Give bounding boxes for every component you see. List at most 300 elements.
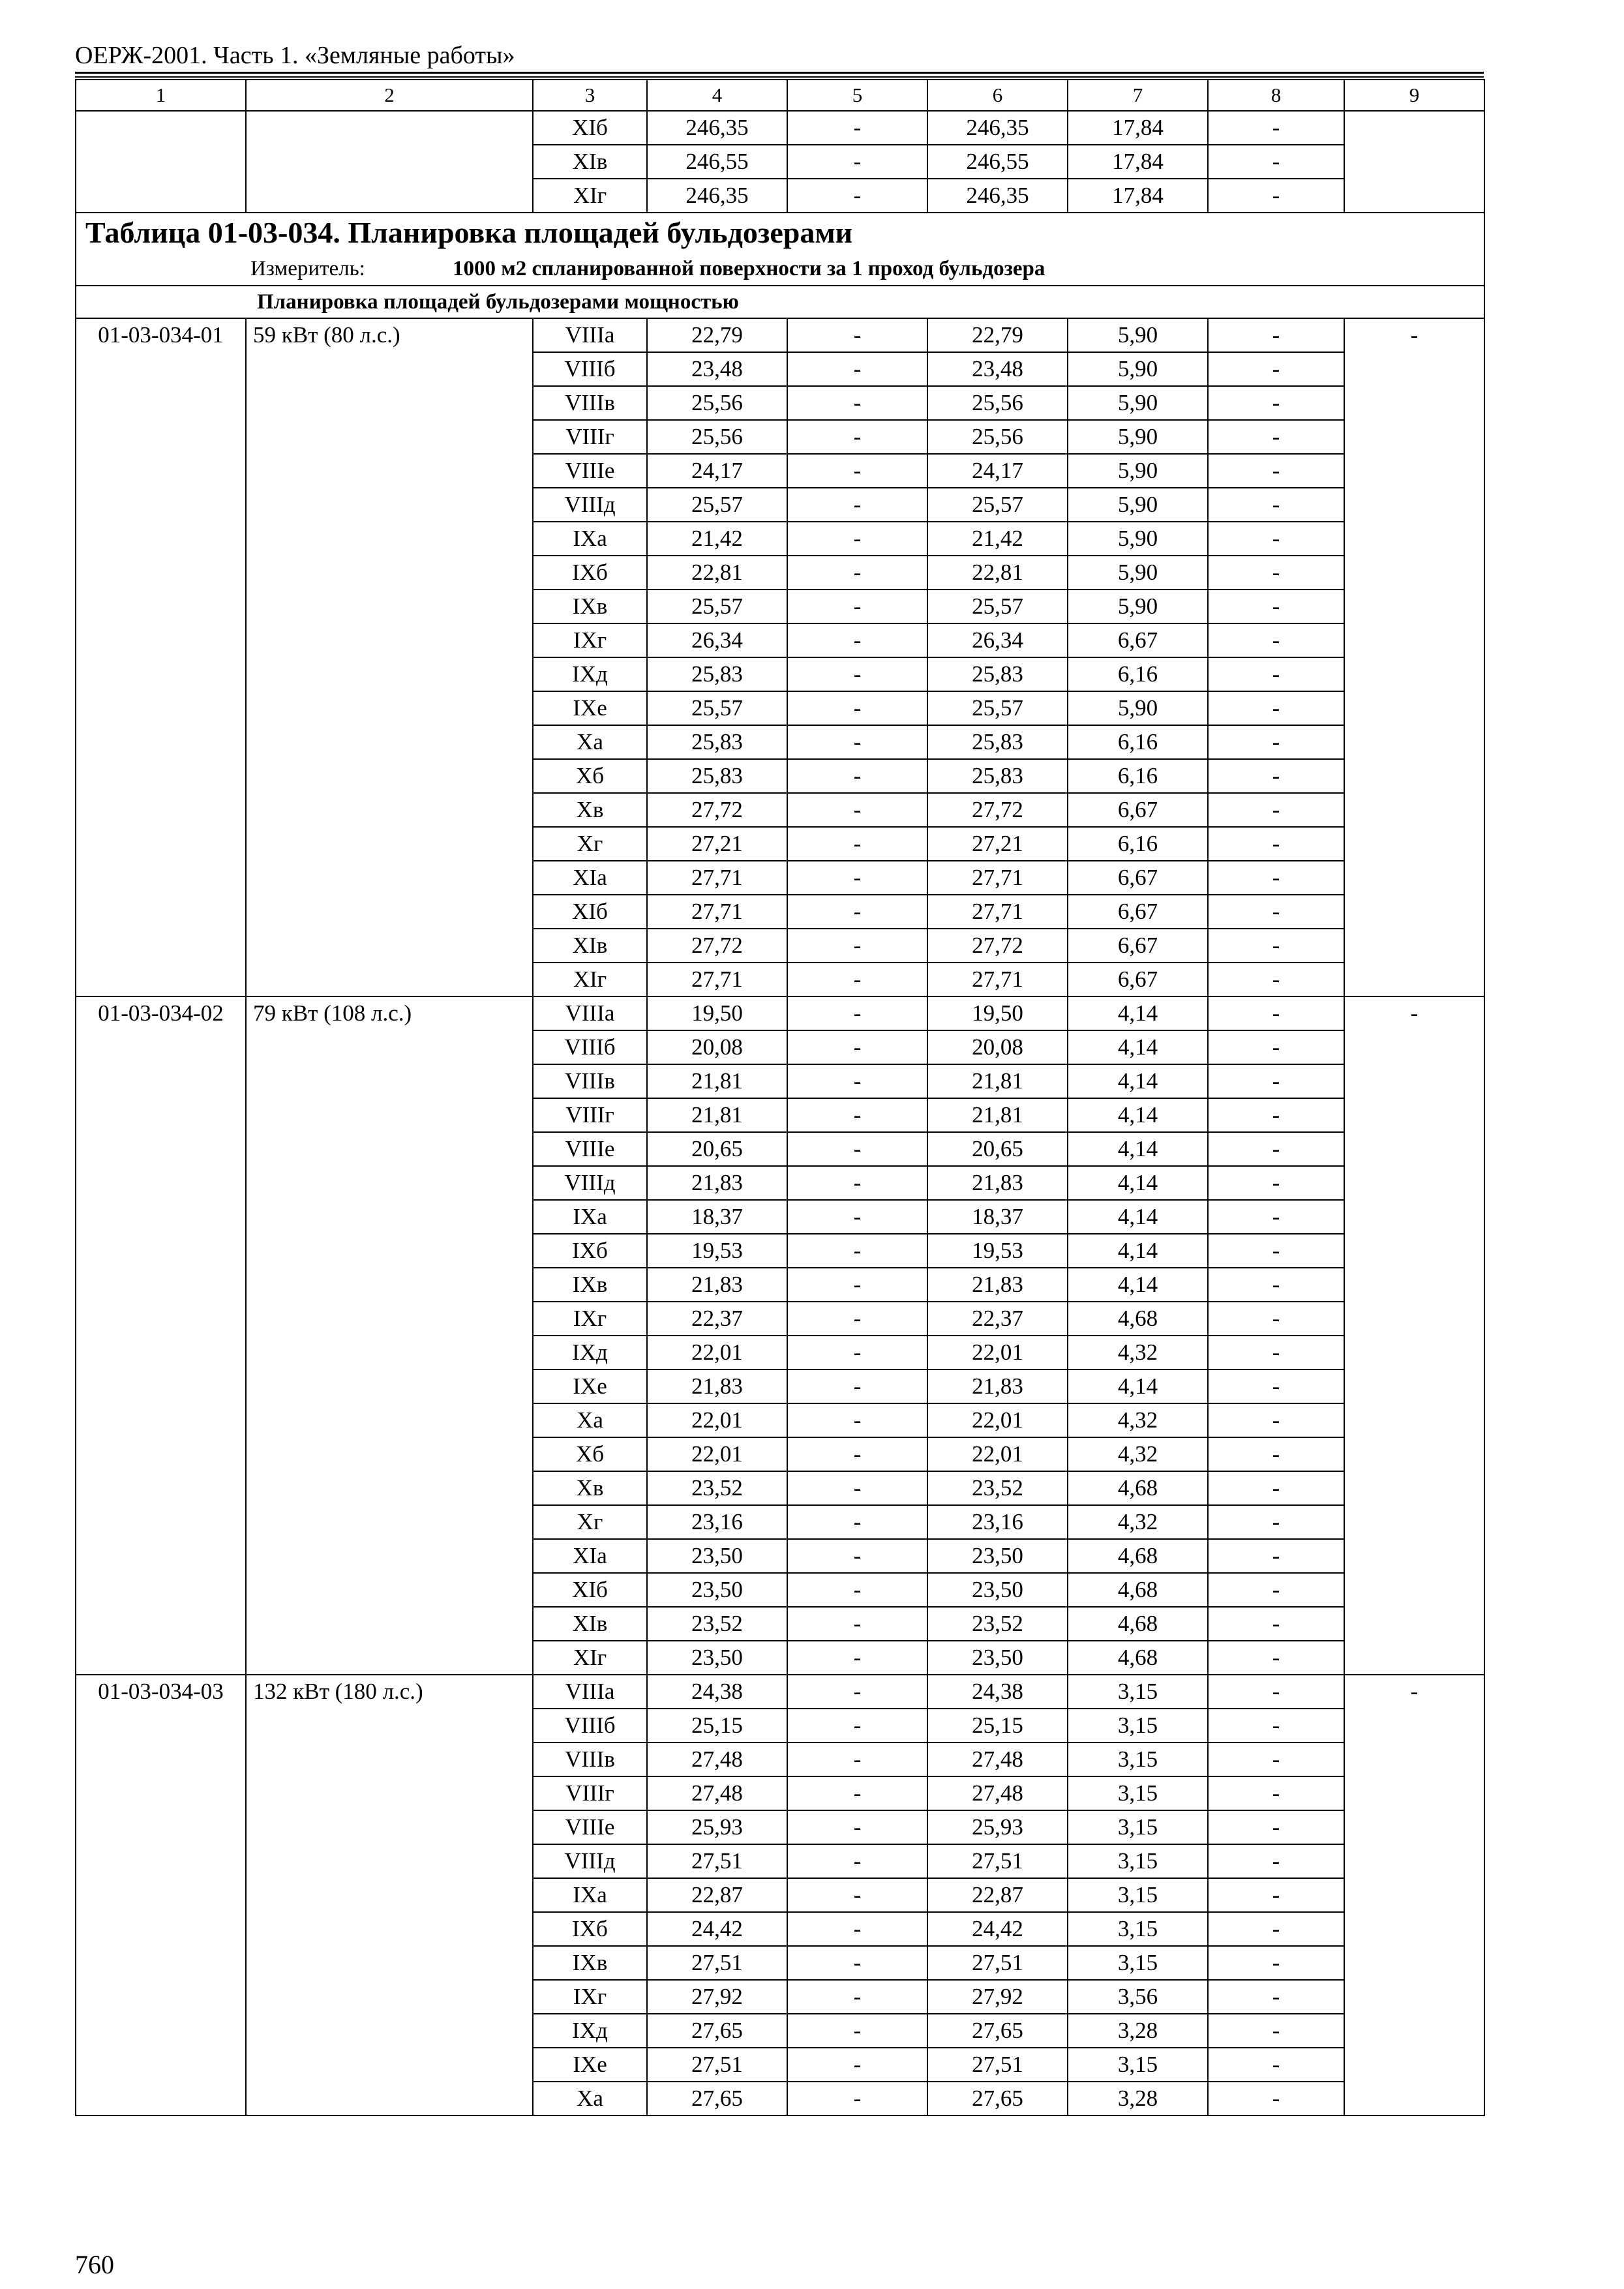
value-cell-col6: 18,37 [927,1200,1068,1234]
value-cell-col7: 4,68 [1068,1471,1208,1505]
value-cell-col5: - [787,590,927,623]
column-number-cell: 1 [76,80,246,111]
value-cell-col6: 22,87 [927,1878,1068,1912]
value-cell-col8: - [1208,963,1344,996]
value-cell-col8: - [1208,111,1344,145]
value-cell-col7: 3,15 [1068,1912,1208,1946]
value-cell-col5: - [787,1810,927,1844]
value-cell-col8: - [1208,1878,1344,1912]
value-cell-col7: 4,14 [1068,1369,1208,1403]
value-cell-col6: 19,53 [927,1234,1068,1268]
value-cell-col4: 27,48 [647,1776,787,1810]
value-cell-col4: 22,01 [647,1437,787,1471]
value-cell-col5: - [787,861,927,895]
value-cell-col7: 17,84 [1068,111,1208,145]
value-cell-col4: 21,42 [647,522,787,556]
value-cell-col5: - [787,1336,927,1369]
soil-category-cell: Xг [533,827,647,861]
value-cell-col6: 27,71 [927,861,1068,895]
value-cell-col8: - [1208,1505,1344,1539]
col9-cell [1344,111,1484,213]
value-cell-col7: 6,67 [1068,929,1208,963]
value-cell-col8: - [1208,1403,1344,1437]
value-cell-col7: 5,90 [1068,556,1208,590]
value-cell-col8: - [1208,1912,1344,1946]
soil-category-cell: VIIIа [533,318,647,352]
value-cell-col5: - [787,1878,927,1912]
value-cell-col8: - [1208,1539,1344,1573]
value-cell-col8: - [1208,657,1344,691]
value-cell-col8: - [1208,352,1344,386]
value-cell-col8: - [1208,318,1344,352]
value-cell-col7: 5,90 [1068,386,1208,420]
value-cell-col8: - [1208,454,1344,488]
soil-category-cell: XIг [533,963,647,996]
value-cell-col4: 25,93 [647,1810,787,1844]
value-cell-col5: - [787,1675,927,1709]
value-cell-col8: - [1208,590,1344,623]
value-cell-col5: - [787,1369,927,1403]
soil-category-cell: IXа [533,522,647,556]
value-cell-col7: 4,32 [1068,1336,1208,1369]
subheading-row [76,286,1484,318]
value-cell-col4: 25,83 [647,759,787,793]
subheading: Планировка площадей бульдозерами мощностью [76,286,1484,318]
value-cell-col7: 6,16 [1068,759,1208,793]
value-cell-col6: 23,16 [927,1505,1068,1539]
value-cell-col7: 4,14 [1068,1098,1208,1132]
value-cell-col4: 22,79 [647,318,787,352]
soil-category-cell: VIIIв [533,386,647,420]
value-cell-col6: 19,50 [927,996,1068,1030]
value-cell-col6: 25,15 [927,1709,1068,1743]
soil-category-cell: VIIIб [533,1030,647,1064]
value-cell-col4: 22,81 [647,556,787,590]
soil-category-cell: Xа [533,2082,647,2116]
value-cell-col8: - [1208,929,1344,963]
soil-category-cell: VIIIд [533,1166,647,1200]
value-cell-col6: 27,92 [927,1980,1068,2014]
value-cell-col8: - [1208,793,1344,827]
value-cell-col7: 4,32 [1068,1437,1208,1471]
value-cell-col4: 24,17 [647,454,787,488]
value-cell-col7: 5,90 [1068,522,1208,556]
value-cell-col6: 22,79 [927,318,1068,352]
col9-cell: - [1344,318,1484,996]
value-cell-col5: - [787,1437,927,1471]
meter-cell [76,252,1484,286]
soil-category-cell: Xг [533,1505,647,1539]
value-cell-col5: - [787,1980,927,2014]
value-cell-col6: 22,01 [927,1403,1068,1437]
value-cell-col8: - [1208,1776,1344,1810]
value-cell-col4: 27,72 [647,929,787,963]
value-cell-col7: 3,28 [1068,2014,1208,2048]
value-cell-col4: 27,71 [647,861,787,895]
soil-category-cell: XIб [533,1573,647,1607]
value-cell-col7: 4,14 [1068,1166,1208,1200]
value-cell-col5: - [787,1709,927,1743]
value-cell-col6: 27,51 [927,2048,1068,2082]
soil-category-cell: IXа [533,1200,647,1234]
value-cell-col4: 27,51 [647,1844,787,1878]
value-cell-col5: - [787,793,927,827]
value-cell-col4: 246,35 [647,179,787,213]
value-cell-col7: 6,67 [1068,895,1208,929]
value-cell-col7: 6,16 [1068,827,1208,861]
value-cell-col4: 25,83 [647,657,787,691]
value-cell-col6: 22,81 [927,556,1068,590]
value-cell-col5: - [787,1505,927,1539]
soil-category-cell: IXе [533,1369,647,1403]
value-cell-col8: - [1208,1302,1344,1336]
value-cell-col4: 27,92 [647,1980,787,2014]
value-cell-col5: - [787,2082,927,2116]
value-cell-col6: 27,48 [927,1776,1068,1810]
value-cell-col4: 23,50 [647,1641,787,1675]
value-cell-col4: 23,52 [647,1471,787,1505]
value-cell-col5: - [787,420,927,454]
value-cell-col4: 22,01 [647,1403,787,1437]
value-cell-col5: - [787,386,927,420]
soil-category-cell: IXг [533,1980,647,2014]
value-cell-col8: - [1208,2048,1344,2082]
value-cell-col7: 4,68 [1068,1573,1208,1607]
soil-category-cell: XIб [533,895,647,929]
value-cell-col8: - [1208,1234,1344,1268]
soil-category-cell: IXв [533,1946,647,1980]
value-cell-col5: - [787,556,927,590]
value-cell-col6: 20,08 [927,1030,1068,1064]
soil-category-cell: XIг [533,179,647,213]
value-cell-col7: 4,68 [1068,1641,1208,1675]
value-cell-col4: 25,57 [647,488,787,522]
value-cell-col7: 5,90 [1068,488,1208,522]
value-cell-col4: 23,50 [647,1573,787,1607]
soil-category-cell: XIб [533,111,647,145]
value-cell-col8: - [1208,1607,1344,1641]
value-cell-col6: 25,57 [927,590,1068,623]
soil-category-cell: IXе [533,2048,647,2082]
soil-category-cell: XIа [533,1539,647,1573]
soil-category-cell: Xв [533,793,647,827]
value-cell-col8: - [1208,1810,1344,1844]
norm-code-cell: 01-03-034-02 [76,996,246,1675]
value-cell-col5: - [787,145,927,179]
value-cell-col6: 23,50 [927,1641,1068,1675]
value-cell-col8: - [1208,1844,1344,1878]
value-cell-col4: 27,51 [647,1946,787,1980]
value-cell-col5: - [787,2048,927,2082]
value-cell-col7: 6,67 [1068,793,1208,827]
name-cell [246,111,533,213]
value-cell-col6: 21,42 [927,522,1068,556]
column-number-cell: 4 [647,80,787,111]
soil-category-cell: Xа [533,725,647,759]
value-cell-col6: 25,83 [927,759,1068,793]
value-cell-col4: 27,21 [647,827,787,861]
value-cell-col7: 5,90 [1068,691,1208,725]
value-cell-col8: - [1208,2014,1344,2048]
soil-category-cell: IXб [533,556,647,590]
value-cell-col5: - [787,318,927,352]
value-cell-col5: - [787,895,927,929]
table-title-row [76,213,1484,252]
value-cell-col8: - [1208,1132,1344,1166]
value-cell-col8: - [1208,827,1344,861]
value-cell-col5: - [787,1641,927,1675]
soil-category-cell: VIIIд [533,1844,647,1878]
meter-row [76,252,1484,286]
value-cell-col6: 25,56 [927,386,1068,420]
value-cell-col7: 3,15 [1068,1675,1208,1709]
soil-category-cell: VIIIд [533,488,647,522]
value-cell-col8: - [1208,691,1344,725]
value-cell-col8: - [1208,420,1344,454]
soil-category-cell: IXв [533,590,647,623]
value-cell-col5: - [787,1166,927,1200]
value-cell-col7: 4,68 [1068,1302,1208,1336]
value-cell-col5: - [787,1268,927,1302]
value-cell-col7: 6,67 [1068,963,1208,996]
value-cell-col8: - [1208,1437,1344,1471]
value-cell-col4: 25,56 [647,420,787,454]
value-cell-col7: 3,15 [1068,1878,1208,1912]
soil-category-cell: IXб [533,1234,647,1268]
value-cell-col6: 27,65 [927,2014,1068,2048]
value-cell-col8: - [1208,1064,1344,1098]
value-cell-col7: 3,15 [1068,2048,1208,2082]
value-cell-col6: 20,65 [927,1132,1068,1166]
value-cell-col5: - [787,1064,927,1098]
value-cell-col7: 3,15 [1068,1844,1208,1878]
value-cell-col6: 27,51 [927,1946,1068,1980]
soil-category-cell: VIIIа [533,996,647,1030]
value-cell-col4: 27,71 [647,895,787,929]
value-cell-col6: 22,01 [927,1336,1068,1369]
soil-category-cell: VIIIб [533,352,647,386]
value-cell-col5: - [787,454,927,488]
value-cell-col8: - [1208,1641,1344,1675]
value-cell-col8: - [1208,759,1344,793]
value-cell-col6: 23,52 [927,1607,1068,1641]
table-row [76,996,1484,1030]
value-cell-col7: 5,90 [1068,590,1208,623]
column-number-cell: 2 [246,80,533,111]
value-cell-col8: - [1208,1369,1344,1403]
value-cell-col6: 21,81 [927,1064,1068,1098]
value-cell-col6: 26,34 [927,623,1068,657]
page-number: 760 [75,2250,114,2279]
value-cell-col4: 20,65 [647,1132,787,1166]
value-cell-col8: - [1208,386,1344,420]
value-cell-col5: - [787,963,927,996]
value-cell-col8: - [1208,895,1344,929]
soil-category-cell: XIв [533,929,647,963]
value-cell-col4: 27,71 [647,963,787,996]
value-cell-col7: 5,90 [1068,420,1208,454]
value-cell-col7: 3,15 [1068,1946,1208,1980]
value-cell-col7: 17,84 [1068,179,1208,213]
value-cell-col7: 4,14 [1068,1132,1208,1166]
soil-category-cell: IXд [533,657,647,691]
value-cell-col8: - [1208,1573,1344,1607]
value-cell-col4: 23,48 [647,352,787,386]
soil-category-cell: IXд [533,1336,647,1369]
value-cell-col7: 4,32 [1068,1505,1208,1539]
value-cell-col8: - [1208,1336,1344,1369]
value-cell-col5: - [787,759,927,793]
soil-category-cell: Xа [533,1403,647,1437]
col9-cell: - [1344,996,1484,1675]
value-cell-col6: 25,57 [927,691,1068,725]
value-cell-col8: - [1208,996,1344,1030]
soil-category-cell: XIа [533,861,647,895]
value-cell-col5: - [787,1539,927,1573]
value-cell-col7: 3,56 [1068,1980,1208,2014]
value-cell-col4: 21,83 [647,1369,787,1403]
value-cell-col4: 22,87 [647,1878,787,1912]
value-cell-col4: 20,08 [647,1030,787,1064]
value-cell-col6: 27,71 [927,895,1068,929]
meter-value: 1000 м2 спланированной поверхности за 1 проход бульдозера [453,257,1045,280]
soil-category-cell: Xб [533,1437,647,1471]
soil-category-cell: IXг [533,1302,647,1336]
value-cell-col5: - [787,111,927,145]
column-number-cell: 9 [1344,80,1484,111]
column-number-cell: 3 [533,80,647,111]
code-cell [76,111,246,213]
value-cell-col4: 27,72 [647,793,787,827]
value-cell-col7: 4,14 [1068,1030,1208,1064]
value-cell-col4: 18,37 [647,1200,787,1234]
meter-label: Измеритель: [250,257,365,280]
value-cell-col6: 27,48 [927,1743,1068,1776]
value-cell-col4: 21,81 [647,1064,787,1098]
value-cell-col7: 3,15 [1068,1810,1208,1844]
soil-category-cell: IXб [533,1912,647,1946]
value-cell-col8: - [1208,522,1344,556]
value-cell-col5: - [787,1844,927,1878]
table-row [76,111,1484,145]
value-cell-col5: - [787,1403,927,1437]
value-cell-col6: 23,50 [927,1539,1068,1573]
value-cell-col8: - [1208,861,1344,895]
value-cell-col4: 22,01 [647,1336,787,1369]
value-cell-col4: 19,53 [647,1234,787,1268]
value-cell-col4: 24,42 [647,1912,787,1946]
value-cell-col6: 27,21 [927,827,1068,861]
value-cell-col6: 23,48 [927,352,1068,386]
value-cell-col8: - [1208,1709,1344,1743]
value-cell-col4: 25,15 [647,1709,787,1743]
value-cell-col8: - [1208,1268,1344,1302]
value-cell-col5: - [787,691,927,725]
value-cell-col4: 24,38 [647,1675,787,1709]
column-number-cell: 5 [787,80,927,111]
norms-table [75,79,1485,2116]
value-cell-col8: - [1208,1098,1344,1132]
value-cell-col6: 22,01 [927,1437,1068,1471]
value-cell-col6: 21,83 [927,1369,1068,1403]
value-cell-col6: 24,38 [927,1675,1068,1709]
soil-category-cell: IXа [533,1878,647,1912]
table-row [76,318,1484,352]
value-cell-col6: 22,37 [927,1302,1068,1336]
soil-category-cell: XIг [533,1641,647,1675]
soil-category-cell: VIIIг [533,1098,647,1132]
value-cell-col7: 17,84 [1068,145,1208,179]
soil-category-cell: VIIIв [533,1064,647,1098]
value-cell-col6: 27,71 [927,963,1068,996]
value-cell-col5: - [787,1132,927,1166]
value-cell-col8: - [1208,725,1344,759]
value-cell-col4: 27,65 [647,2082,787,2116]
value-cell-col5: - [787,1234,927,1268]
norm-code-cell: 01-03-034-01 [76,318,246,996]
value-cell-col8: - [1208,1030,1344,1064]
value-cell-col6: 25,56 [927,420,1068,454]
value-cell-col5: - [787,996,927,1030]
table-row [76,1675,1484,1709]
norm-code-cell: 01-03-034-03 [76,1675,246,2116]
value-cell-col6: 25,83 [927,657,1068,691]
value-cell-col6: 21,83 [927,1268,1068,1302]
value-cell-col6: 25,57 [927,488,1068,522]
value-cell-col6: 246,35 [927,111,1068,145]
value-cell-col7: 3,28 [1068,2082,1208,2116]
column-number-cell: 6 [927,80,1068,111]
value-cell-col5: - [787,657,927,691]
column-number-cell: 8 [1208,80,1344,111]
value-cell-col8: - [1208,1471,1344,1505]
value-cell-col5: - [787,1200,927,1234]
value-cell-col7: 4,14 [1068,1268,1208,1302]
table-body [76,80,1484,2116]
value-cell-col5: - [787,522,927,556]
value-cell-col5: - [787,2014,927,2048]
value-cell-col5: - [787,352,927,386]
soil-category-cell: IXг [533,623,647,657]
column-number-cell: 7 [1068,80,1208,111]
soil-category-cell: VIIIг [533,420,647,454]
value-cell-col7: 5,90 [1068,352,1208,386]
value-cell-col4: 25,56 [647,386,787,420]
soil-category-cell: VIIIв [533,1743,647,1776]
value-cell-col5: - [787,488,927,522]
value-cell-col5: - [787,1912,927,1946]
value-cell-col8: - [1208,1980,1344,2014]
value-cell-col8: - [1208,488,1344,522]
value-cell-col4: 19,50 [647,996,787,1030]
value-cell-col7: 3,15 [1068,1709,1208,1743]
soil-category-cell: IXв [533,1268,647,1302]
value-cell-col5: - [787,827,927,861]
value-cell-col5: - [787,725,927,759]
value-cell-col5: - [787,1471,927,1505]
value-cell-col8: - [1208,1675,1344,1709]
value-cell-col4: 23,50 [647,1539,787,1573]
value-cell-col6: 21,81 [927,1098,1068,1132]
soil-category-cell: Xв [533,1471,647,1505]
soil-category-cell: IXе [533,691,647,725]
value-cell-col6: 27,65 [927,2082,1068,2116]
soil-category-cell: VIIIб [533,1709,647,1743]
value-cell-col4: 21,83 [647,1166,787,1200]
value-cell-col7: 4,68 [1068,1607,1208,1641]
value-cell-col7: 6,67 [1068,623,1208,657]
value-cell-col8: - [1208,1946,1344,1980]
